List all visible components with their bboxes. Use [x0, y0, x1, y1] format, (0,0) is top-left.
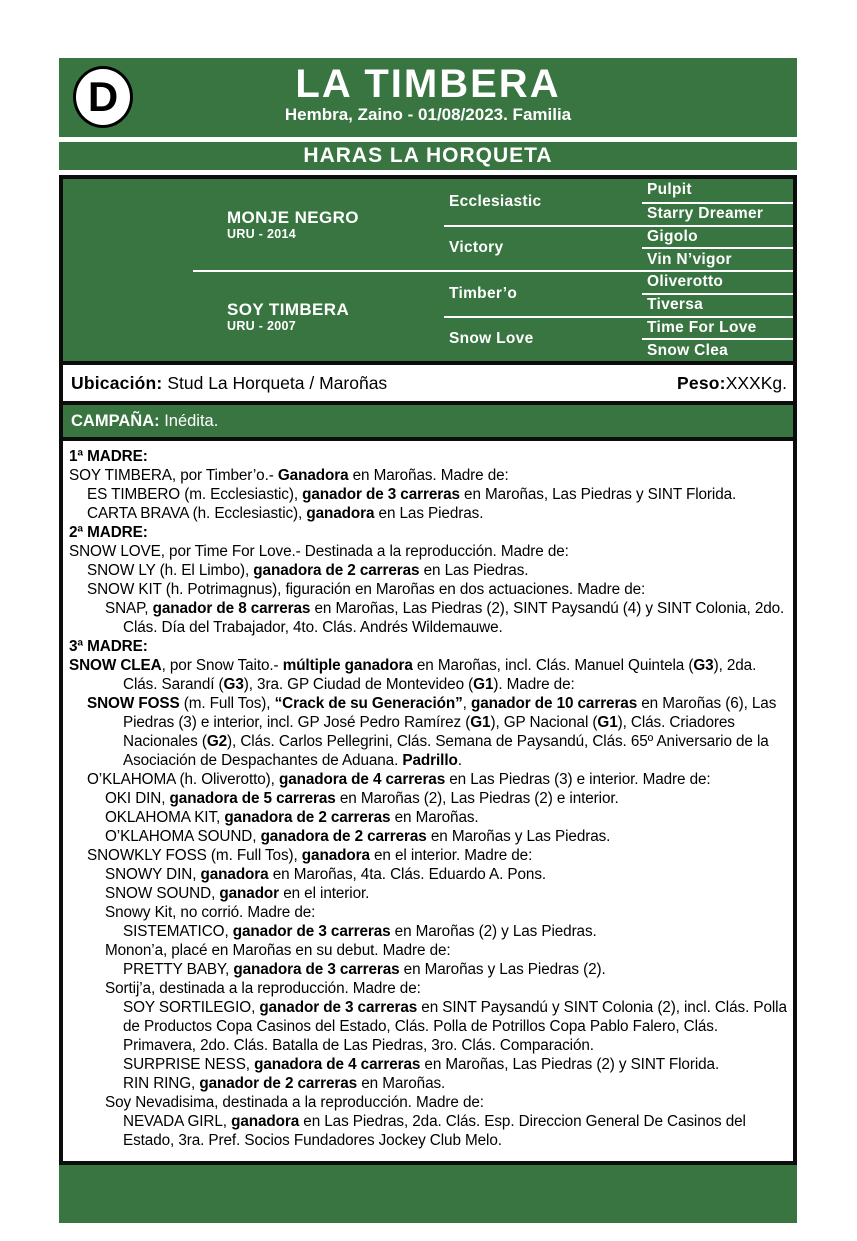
pedigree-grandparent: Ecclesiastic — [449, 192, 542, 210]
family-notes — [63, 441, 793, 1161]
family-paragraph: 1ª MADRE: — [69, 448, 148, 465]
family-paragraph: SNOWY DIN, ganadora en Maroñas, 4ta. Clás. Eduardo A. Pons. — [105, 866, 547, 883]
pedigree-grandparent: Timber’o — [444, 270, 642, 316]
campaign-label: CAMPAÑA: — [71, 411, 160, 430]
family-paragraph: SNOW LOVE, por Time For Love.- Destinada a la reproducción. Madre de: — [69, 543, 569, 560]
family-paragraph: SNOW FOSS (m. Full Tos), “Crack de su Generación”, ganador de 10 carreras en Maroñas (6), Las Piedras (3) e interior, incl. GP José Pedro Ramírez (G1), GP Nacional (G1), Clás. Criadores Nacionales (G2), Clás. Carlos Pellegrini, Clás. Semana de Paysandú, Clás. 65º Aniversario de la Asociación de Despachantes de Aduana. Padrillo. — [87, 695, 777, 769]
weight-value: XXXKg. — [725, 372, 787, 393]
horse-name-title: LA TIMBERA — [295, 62, 561, 106]
pedigree-great-grandparent: Vin N’vigor — [642, 247, 793, 270]
family-paragraph: OKLAHOMA KIT, ganadora de 2 carreras en Maroñas. — [105, 809, 479, 826]
family-paragraph: Monon’a, placé en Maroñas en su debut. Madre de: — [105, 942, 451, 959]
pedigree-parent-name: MONJE NEGRO — [227, 207, 359, 227]
family-paragraph: SNOW LY (h. El Limbo), ganadora de 2 carreras en Las Piedras. — [87, 562, 529, 579]
family-paragraph: SNOW KIT (h. Potrimagnus), figuración en Maroñas en dos actuaciones. Madre de: — [87, 581, 646, 598]
family-paragraph: PRETTY BABY, ganadora de 3 carreras en Maroñas y Las Piedras (2). — [123, 961, 606, 978]
page-content — [59, 58, 797, 1223]
pedigree-sire — [193, 179, 444, 270]
family-paragraph: 3ª MADRE: — [69, 638, 148, 655]
pedigree-great-grandparent: Gigolo — [642, 225, 793, 248]
family-paragraph: NEVADA GIRL, ganadora en Las Piedras, 2da. Clás. Esp. Direccion General De Casinos del Estado, 3ra. Pref. Socios Fundadores Jockey Club Melo. — [123, 1113, 746, 1149]
pedigree-parent-origin: URU - 2014 — [227, 226, 296, 241]
family-paragraph: RIN RING, ganador de 2 carreras en Maroñas. — [123, 1075, 446, 1092]
pedigree-parent-name: SOY TIMBERA — [227, 299, 350, 319]
family-paragraph: SISTEMATICO, ganador de 3 carreras en Maroñas (2) y Las Piedras. — [123, 923, 597, 940]
family-paragraph: Sortij’a, destinada a la reproducción. Madre de: — [105, 980, 421, 997]
main-box — [59, 175, 797, 1165]
location-label: Ubicación: — [71, 372, 163, 393]
pedigree-great-grandparent: Tiversa — [642, 293, 793, 316]
lot-letter: D — [87, 73, 119, 120]
family-paragraph: SNOWKLY FOSS (m. Full Tos), ganadora en el interior. Madre de: — [87, 847, 533, 864]
family-paragraph: SNOW SOUND, ganador en el interior. — [105, 885, 370, 902]
pedigree-great-grandparent: Snow Clea — [642, 338, 793, 361]
pedigree-great-grandparent: Time For Love — [642, 316, 793, 339]
footer-band — [59, 1165, 797, 1223]
campaign-value: Inédita. — [159, 411, 219, 430]
pedigree-great-grandparent: Oliverotto — [642, 270, 793, 293]
family-paragraph: SURPRISE NESS, ganadora de 4 carreras en Maroñas, Las Piedras (2) y SINT Florida. — [123, 1056, 720, 1073]
family-paragraph: SOY TIMBERA, por Timber’o.- Ganadora en Maroñas. Madre de: — [69, 467, 509, 484]
family-paragraph: SNOW CLEA, por Snow Taito.- múltiple ganadora en Maroñas, incl. Clás. Manuel Quintela (G3), 2da. Clás. Sarandí (G3), 3ra. GP Ciudad de Montevideo (G1). Madre de: — [69, 657, 757, 693]
pedigree-grandparent: Snow Love — [444, 316, 642, 362]
location-row — [63, 361, 793, 405]
pedigree-dam — [193, 270, 444, 361]
horse-subtitle: Hembra, Zaino - 01/08/2023. Familia — [284, 105, 572, 124]
family-paragraph: CARTA BRAVA (h. Ecclesiastic), ganadora en Las Piedras. — [87, 505, 484, 522]
pedigree-great-grandparent: Starry Dreamer — [642, 202, 793, 225]
campaign-text — [71, 412, 218, 431]
family-paragraph: 2ª MADRE: — [69, 524, 148, 541]
breeder-band: HARAS LA HORQUETA — [59, 142, 797, 170]
family-paragraph: SOY SORTILEGIO, ganador de 3 carreras en SINT Paysandú y SINT Colonia (2), incl. Clás. Polla de Productos Copa Casinos del Estado, Clás. Polla de Potrillos Copa Pablo Falero, Clás. Primavera, 2do. Clás. Batalla de Las Piedras, 3ro. Clás. Comparación. — [123, 999, 787, 1054]
campaign-band — [63, 405, 793, 441]
pedigree-grandparent: Victory — [444, 225, 642, 271]
pedigree-parent-origin: URU - 2007 — [227, 318, 296, 333]
family-paragraph: SNAP, ganador de 8 carreras en Maroñas, Las Piedras (2), SINT Paysandú (4) y SINT Colonia, 2do. Clás. Día del Trabajador, 4to. Clás. Andrés Wildemauwe. — [105, 600, 785, 636]
family-paragraph: O’KLAHOMA SOUND, ganadora de 2 carreras en Maroñas y Las Piedras. — [105, 828, 611, 845]
family-paragraph: O’KLAHOMA (h. Oliverotto), ganadora de 4 carreras en Las Piedras (3) e interior. Madre de: — [87, 771, 711, 788]
weight-label: Peso: — [677, 372, 726, 393]
header-band — [59, 58, 797, 137]
family-paragraph: Snowy Kit, no corrió. Madre de: — [105, 904, 316, 921]
pedigree-great-grandparent: Pulpit — [647, 181, 692, 199]
pedigree-table — [63, 179, 793, 361]
location-value: Stud La Horqueta / Maroñas — [162, 372, 388, 393]
location-field — [71, 373, 387, 394]
lot-letter-badge — [73, 66, 133, 128]
family-paragraph: Soy Nevadisima, destinada a la reproducción. Madre de: — [105, 1094, 484, 1111]
family-paragraph: ES TIMBERO (m. Ecclesiastic), ganador de 3 carreras en Maroñas, Las Piedras y SINT Florida. — [87, 486, 737, 503]
family-paragraph: OKI DIN, ganadora de 5 carreras en Maroñas (2), Las Piedras (2) e interior. — [105, 790, 619, 807]
weight-field — [677, 373, 787, 394]
